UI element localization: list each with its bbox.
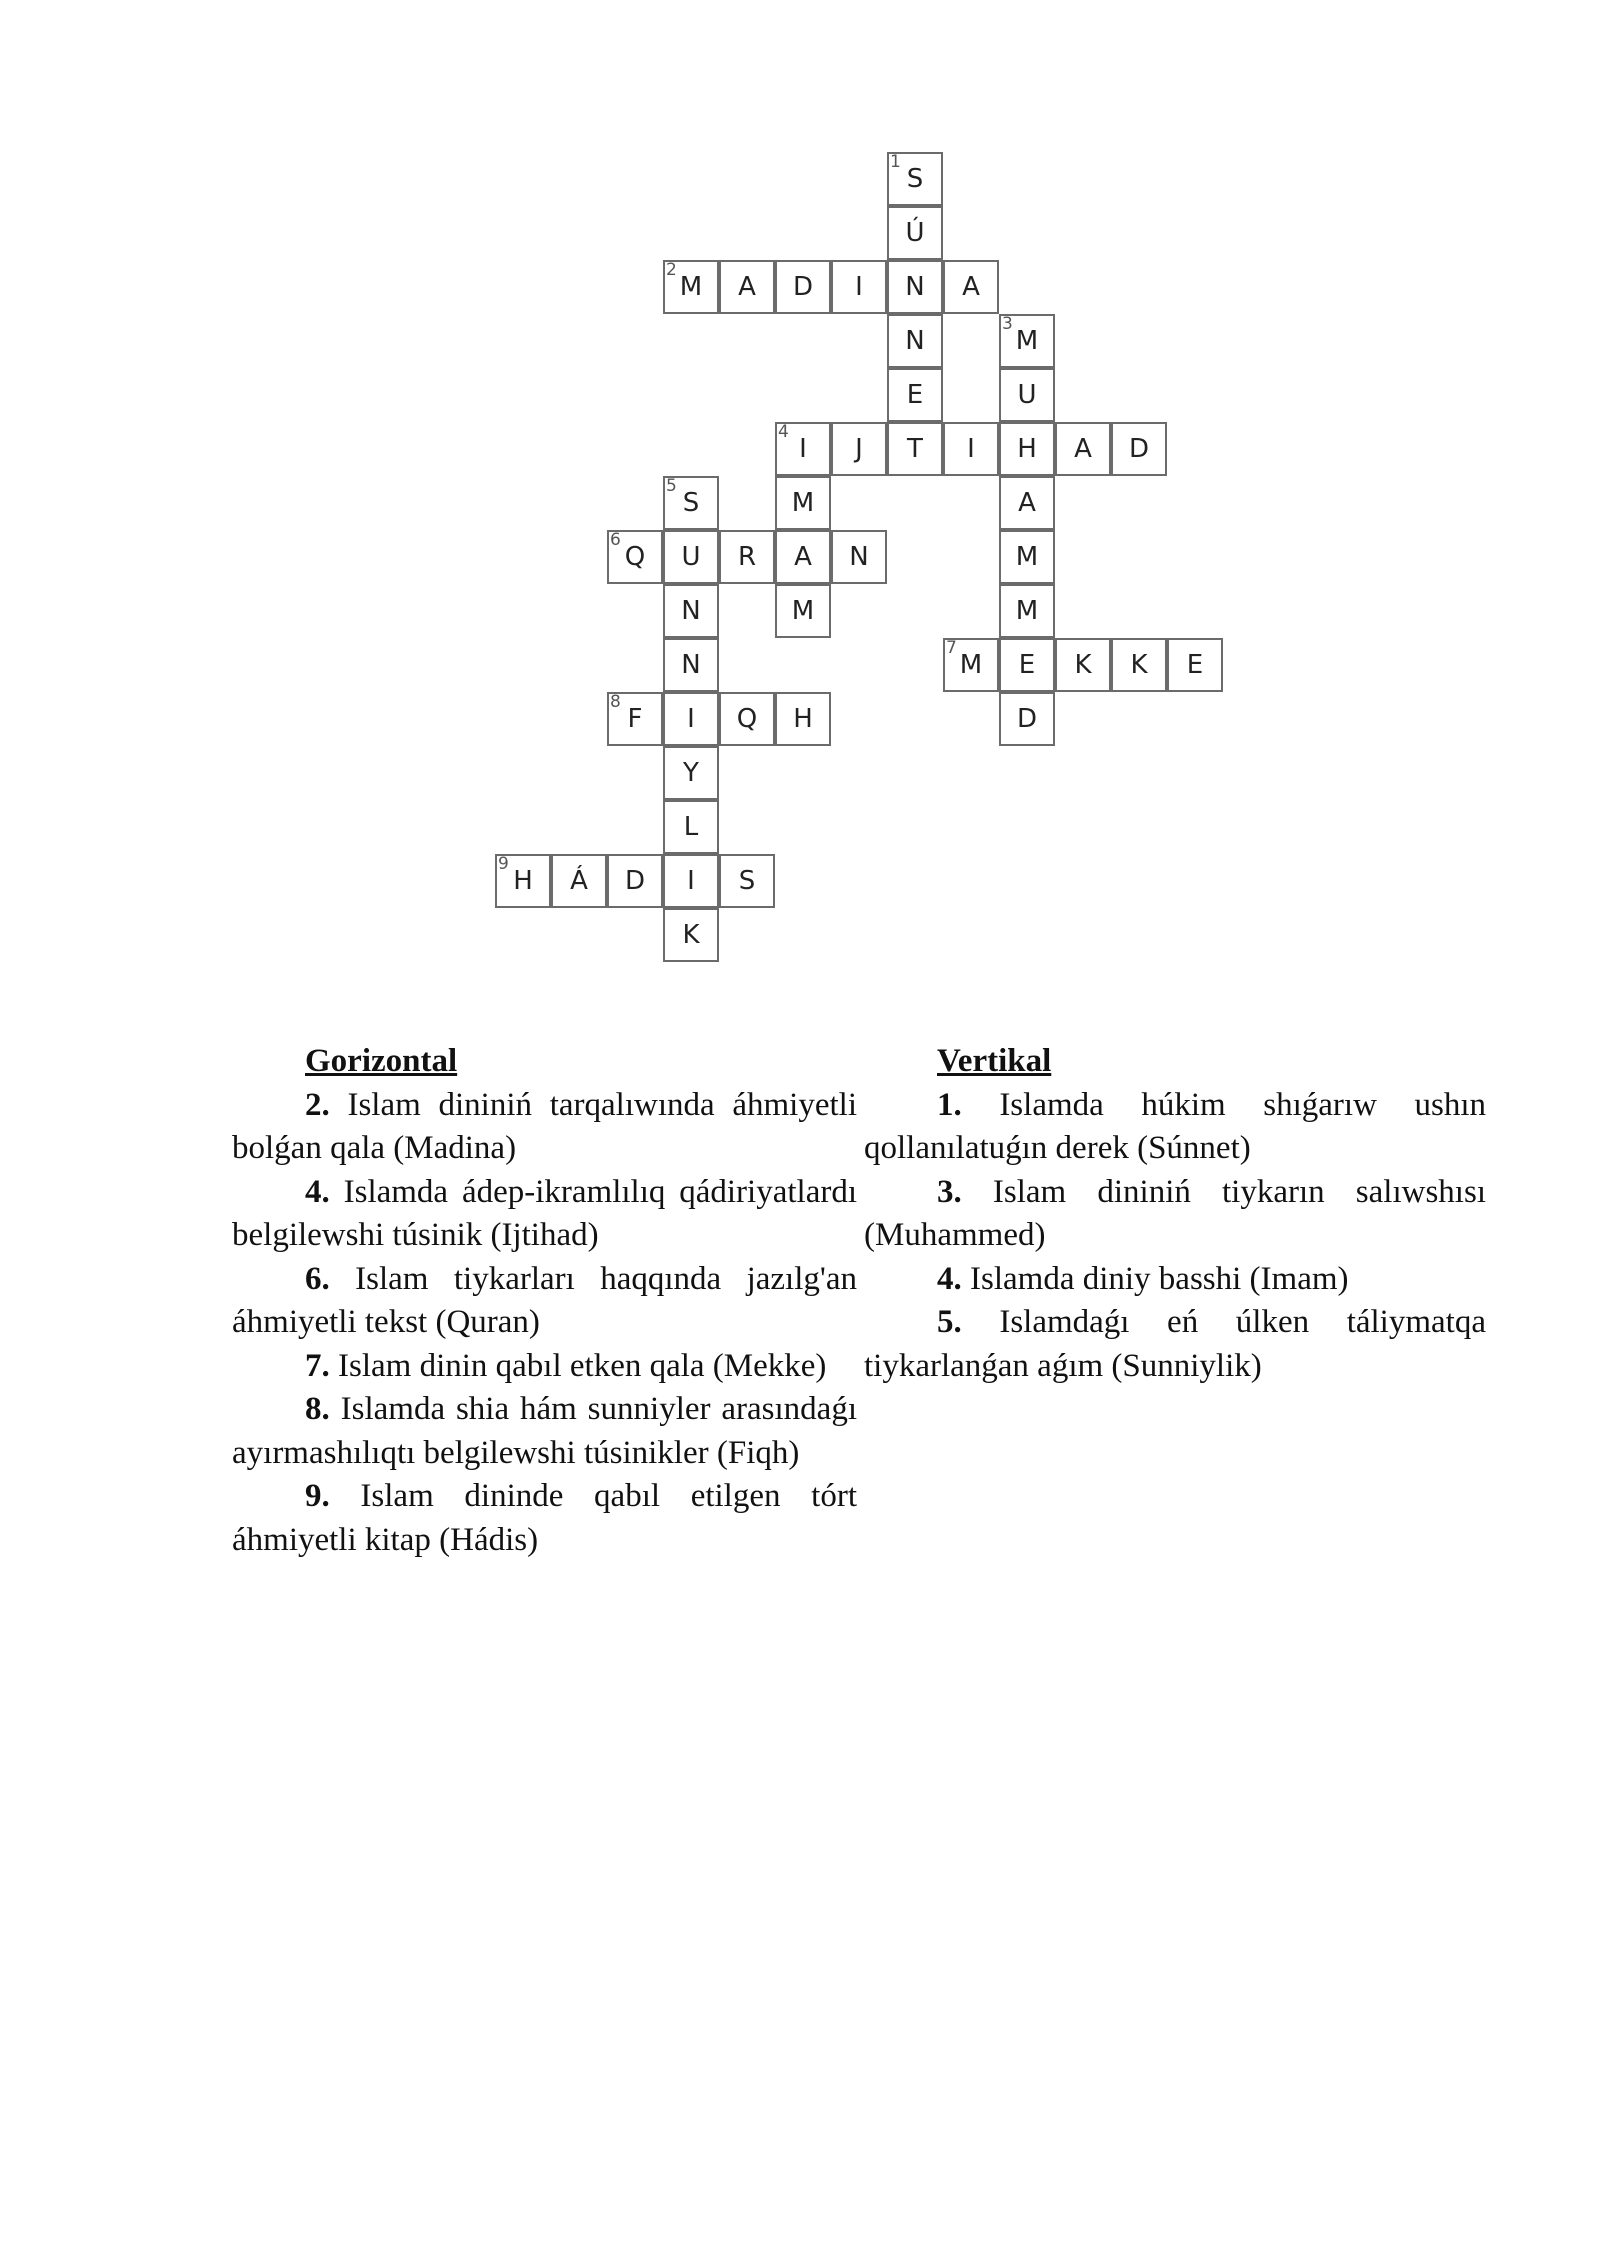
clue-text: Islam tiykarları haqqında jazılg'an áhmiyetli tekst (Quran) [232, 1260, 857, 1340]
vertical-clue [864, 1301, 1486, 1388]
crossword-cell [999, 692, 1055, 746]
clue-number: 3. [937, 1173, 962, 1210]
cell-letter: A [738, 272, 756, 302]
crossword-cell [775, 422, 831, 476]
vertical-heading: Vertikal [937, 1043, 1052, 1079]
crossword-cell [775, 692, 831, 746]
cell-letter: A [962, 272, 980, 302]
cell-letter: S [738, 866, 756, 896]
clue-number: 4. [937, 1260, 962, 1297]
clue-number: 7. [305, 1347, 330, 1384]
cell-number: 8 [610, 692, 621, 712]
cell-number: 5 [666, 476, 677, 496]
crossword-cell [719, 692, 775, 746]
crossword-cell [943, 638, 999, 692]
clue-text: Islamdaǵı eń úlken táliymatqa tiykarlanǵan aǵım (Sunniylik) [864, 1304, 1486, 1384]
cell-letter: T [907, 434, 923, 464]
cell-number: 2 [666, 260, 677, 280]
crossword-cell [1111, 638, 1167, 692]
vertical-clue-list [864, 1084, 1486, 1389]
crossword-cell [775, 584, 831, 638]
crossword-cell [719, 530, 775, 584]
cell-letter: E [1186, 650, 1204, 680]
horizontal-clue [232, 1258, 857, 1345]
clue-text: Islamda shia hám sunniyler arasındaǵı ayırmashılıqtı belgilewshi túsinikler (Fiqh) [232, 1391, 857, 1471]
cell-letter: N [681, 596, 701, 626]
cell-letter: A [794, 542, 812, 572]
crossword-cell [1055, 638, 1111, 692]
crossword-cell [775, 476, 831, 530]
horizontal-clue [232, 1388, 857, 1475]
cell-number: 3 [1002, 314, 1013, 334]
crossword-cell [663, 530, 719, 584]
cell-letter: M [679, 272, 703, 302]
crossword-cell [1111, 422, 1167, 476]
cell-letter: U [681, 542, 701, 572]
vertical-clues-column [864, 1040, 1486, 1388]
clue-text: Islamda diniy basshi (Imam) [961, 1260, 1349, 1297]
clue-number: 5. [937, 1304, 962, 1340]
cell-letter: A [1018, 488, 1036, 518]
crossword-cell [943, 422, 999, 476]
cell-letter: M [959, 650, 983, 680]
crossword-cell [887, 260, 943, 314]
clue-number: 6. [305, 1260, 330, 1297]
horizontal-clues-column [232, 1040, 857, 1562]
crossword-cell [831, 260, 887, 314]
cell-letter: M [791, 596, 815, 626]
clue-number: 8. [305, 1391, 330, 1427]
crossword-cell [607, 692, 663, 746]
crossword-cell [775, 530, 831, 584]
cell-letter: H [793, 704, 813, 734]
clue-text: Islam dininiń tiykarın salıwshısı (Muhammed) [864, 1173, 1486, 1253]
horizontal-clue [232, 1345, 857, 1389]
cell-number: 9 [498, 854, 509, 874]
crossword-cell [831, 422, 887, 476]
cell-letter: Q [736, 704, 758, 734]
cell-letter: D [624, 866, 646, 896]
crossword-cell [999, 422, 1055, 476]
cell-letter: K [1130, 650, 1148, 680]
clue-number: 1. [937, 1086, 962, 1123]
cell-letter: E [906, 380, 924, 410]
cell-number: 4 [778, 422, 789, 442]
cell-number: 1 [890, 152, 901, 172]
crossword-cell [663, 584, 719, 638]
clue-text: Islam dininiń tarqalıwında áhmiyetli bolǵan qala (Madina) [232, 1086, 857, 1166]
crossword-cell [831, 530, 887, 584]
clue-number: 9. [305, 1478, 330, 1514]
cell-letter: H [513, 866, 533, 896]
crossword-cell [887, 422, 943, 476]
cell-letter: M [1015, 326, 1039, 356]
crossword-cell [663, 476, 719, 530]
crossword-cell [663, 854, 719, 908]
crossword-cell [607, 530, 663, 584]
cell-letter: N [905, 272, 925, 302]
crossword-cell [663, 746, 719, 800]
crossword-cell [1167, 638, 1223, 692]
clue-text: Islam dininde qabıl etilgen tórt áhmiyetli kitap (Hádis) [232, 1478, 857, 1558]
crossword-cell [887, 314, 943, 368]
crossword-cell [663, 908, 719, 962]
cell-letter: I [967, 434, 975, 464]
crossword-cell [719, 260, 775, 314]
crossword-cell [1055, 422, 1111, 476]
cell-letter: S [682, 488, 700, 518]
vertical-clue [864, 1084, 1486, 1171]
cell-letter: M [791, 488, 815, 518]
cell-letter: M [1015, 596, 1039, 626]
cell-letter: L [683, 812, 699, 842]
cell-letter: M [1015, 542, 1039, 572]
crossword-cell [663, 692, 719, 746]
cell-letter: S [906, 164, 924, 194]
cell-letter: D [792, 272, 814, 302]
crossword-cell [999, 638, 1055, 692]
cell-letter: I [855, 272, 863, 302]
cell-letter: D [1016, 704, 1038, 734]
cell-letter: N [849, 542, 869, 572]
crossword-cell [663, 260, 719, 314]
horizontal-heading: Gorizontal [305, 1043, 458, 1079]
crossword-cell [999, 584, 1055, 638]
clue-text: Islamda húkim shıǵarıw ushın qollanılatuǵın derek (Súnnet) [864, 1086, 1486, 1166]
cell-letter: U [1017, 380, 1037, 410]
clue-text: Islamda ádep-ikramlılıq qádiriyatlardı belgilewshi túsinik (Ijtihad) [232, 1173, 857, 1253]
crossword-cell [719, 854, 775, 908]
horizontal-clue [232, 1475, 857, 1562]
cell-letter: E [1018, 650, 1036, 680]
horizontal-clue [232, 1084, 857, 1171]
cell-letter: I [687, 704, 695, 734]
cell-letter: I [687, 866, 695, 896]
crossword-cell [887, 206, 943, 260]
cell-letter: R [737, 542, 757, 572]
crossword-cell [999, 314, 1055, 368]
vertical-clue [864, 1171, 1486, 1258]
crossword-cell [999, 476, 1055, 530]
clue-text: Islam dinin qabıl etken qala (Mekke) [329, 1347, 827, 1384]
cell-letter: A [1074, 434, 1092, 464]
cell-letter: Á [570, 866, 588, 896]
clue-number: 2. [305, 1086, 330, 1123]
crossword-cell [999, 530, 1055, 584]
horizontal-clue-list [232, 1084, 857, 1563]
clue-number: 4. [305, 1173, 330, 1210]
cell-letter: Q [624, 542, 646, 572]
vertical-clue [864, 1258, 1486, 1302]
cell-letter: H [1017, 434, 1037, 464]
crossword-cell [663, 800, 719, 854]
cell-number: 7 [946, 638, 957, 658]
crossword-cell [607, 854, 663, 908]
cell-letter: J [855, 434, 863, 464]
cell-letter: N [905, 326, 925, 356]
crossword-cell [999, 368, 1055, 422]
cell-number: 6 [610, 530, 621, 550]
horizontal-clue [232, 1171, 857, 1258]
cell-letter: F [627, 704, 643, 734]
crossword-cell [495, 854, 551, 908]
cell-letter: Ú [905, 218, 925, 248]
cell-letter: Y [683, 758, 699, 788]
crossword-cell [551, 854, 607, 908]
crossword-cell [775, 260, 831, 314]
cell-letter: I [799, 434, 807, 464]
cell-letter: D [1128, 434, 1150, 464]
crossword-cell [943, 260, 999, 314]
crossword-cell [887, 152, 943, 206]
crossword-cell [887, 368, 943, 422]
cell-letter: K [682, 920, 700, 950]
crossword-cell [663, 638, 719, 692]
cell-letter: N [681, 650, 701, 680]
cell-letter: K [1074, 650, 1092, 680]
crossword-grid [0, 0, 1600, 1000]
